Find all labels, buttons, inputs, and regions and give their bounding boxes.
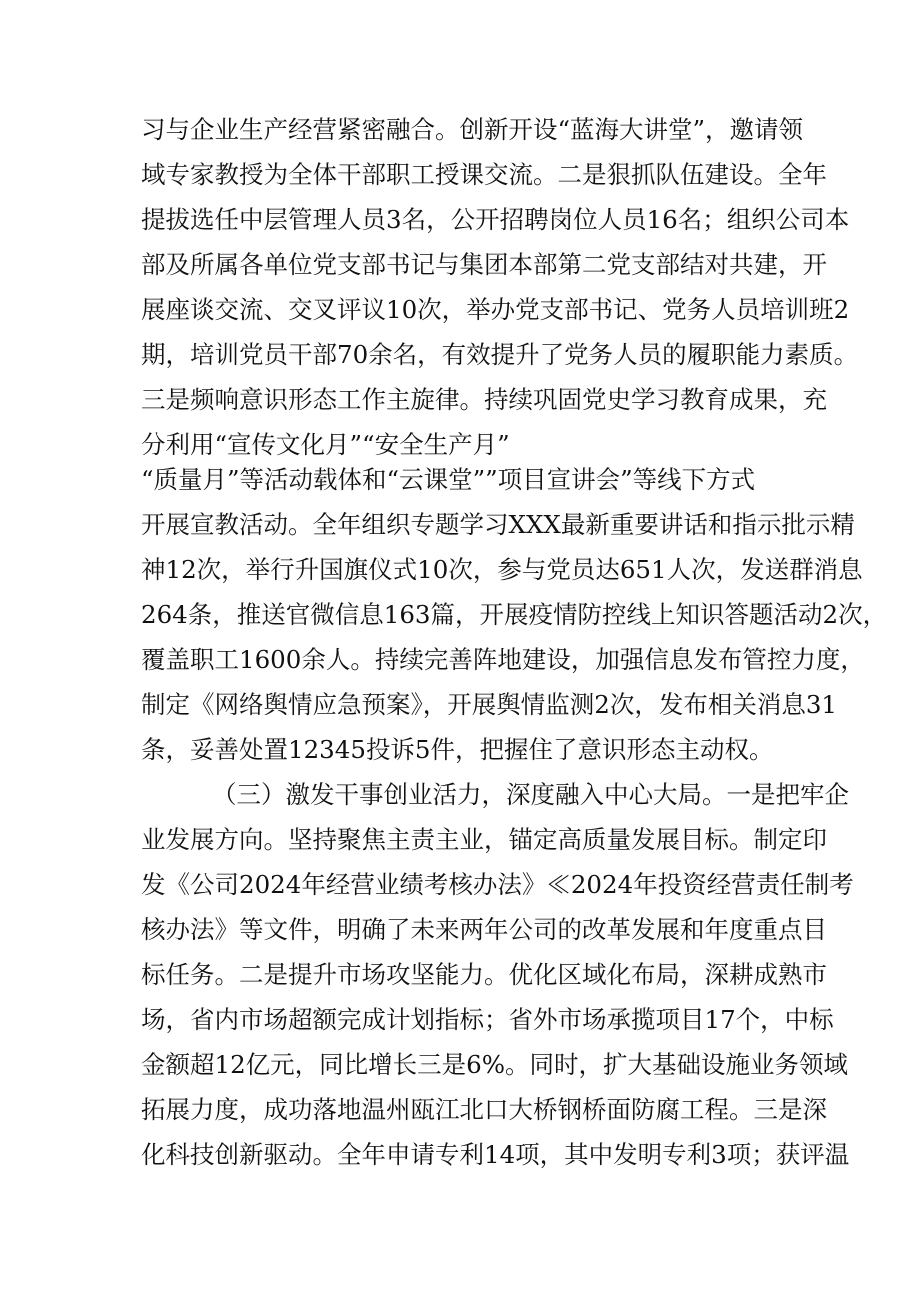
section-heading-line: （三）激发干事创业活力，深度融入中心大局。一是把牢企 [212,780,849,809]
text-line: 发《公司2024年经营业绩考核办法》≪2024年投资经营责任制考 [141,870,854,899]
text-line: “质量月”等活动载体和“云课堂””项目宣讲会”等线下方式 [141,465,756,494]
text-line: 场，省内市场超额完成计划指标；省外市场承揽项目17个，中标 [141,1005,834,1034]
text-line: 制定《网络舆情应急预案》，开展舆情监测2次，发布相关消息31 [141,690,838,719]
text-line: 分利用“宣传文化月”“安全生产月” [141,430,510,459]
text-line: 习与企业生产经营紧密融合。创新开设“蓝海大讲堂”，邀请领 [141,115,804,144]
text-line: 核办法》等文件，明确了未来两年公司的改革发展和年度重点目 [141,915,827,944]
text-line: 三是频响意识形态工作主旋律。持续巩固党史学习教育成果，充 [141,385,827,414]
text-line: 期，培训党员干部70余名，有效提升了党务人员的履职能力素质。 [141,340,859,369]
text-line: 覆盖职工1600余人。持续完善阵地建设，加强信息发布管控力度， [141,645,865,674]
text-line: 域专家教授为全体干部职工授课交流。二是狠抓队伍建设。全年 [141,160,827,189]
text-line: 拓展力度，成功落地温州瓯江北口大桥钢桥面防腐工程。三是深 [141,1095,827,1124]
text-line: 开展宣教活动。全年组织专题学习XXX最新重要讲话和指示批示精 [141,510,855,539]
text-line: 264条，推送官微信息163篇，开展疫情防控线上知识答题活动2次， [141,600,888,629]
text-line: 提拔选任中层管理人员3名，公开招聘岗位人员16名；组织公司本 [141,205,850,234]
text-line: 化科技创新驱动。全年申请专利14项，其中发明专利3项；获评温 [141,1140,850,1169]
text-line: 标任务。二是提升市场攻坚能力。优化区域化布局，深耕成熟市 [141,960,827,989]
text-line: 展座谈交流、交叉评议10次，举办党支部书记、党务人员培训班2 [141,295,850,324]
text-line: 部及所属各单位党支部书记与集团本部第二党支部结对共建，开 [141,250,827,279]
text-line: 金额超12亿元，同比增长三是6%。同时，扩大基础设施业务领域 [141,1050,849,1079]
text-line: 业发展方向。坚持聚焦主责主业，锚定高质量发展目标。制定印 [141,825,827,854]
text-line: 神12次，举行升国旗仪式10次，参与党员达651人次，发送群消息 [141,555,863,584]
text-line: 条，妥善处置12345投诉5件，把握住了意识形态主动权。 [141,735,774,764]
